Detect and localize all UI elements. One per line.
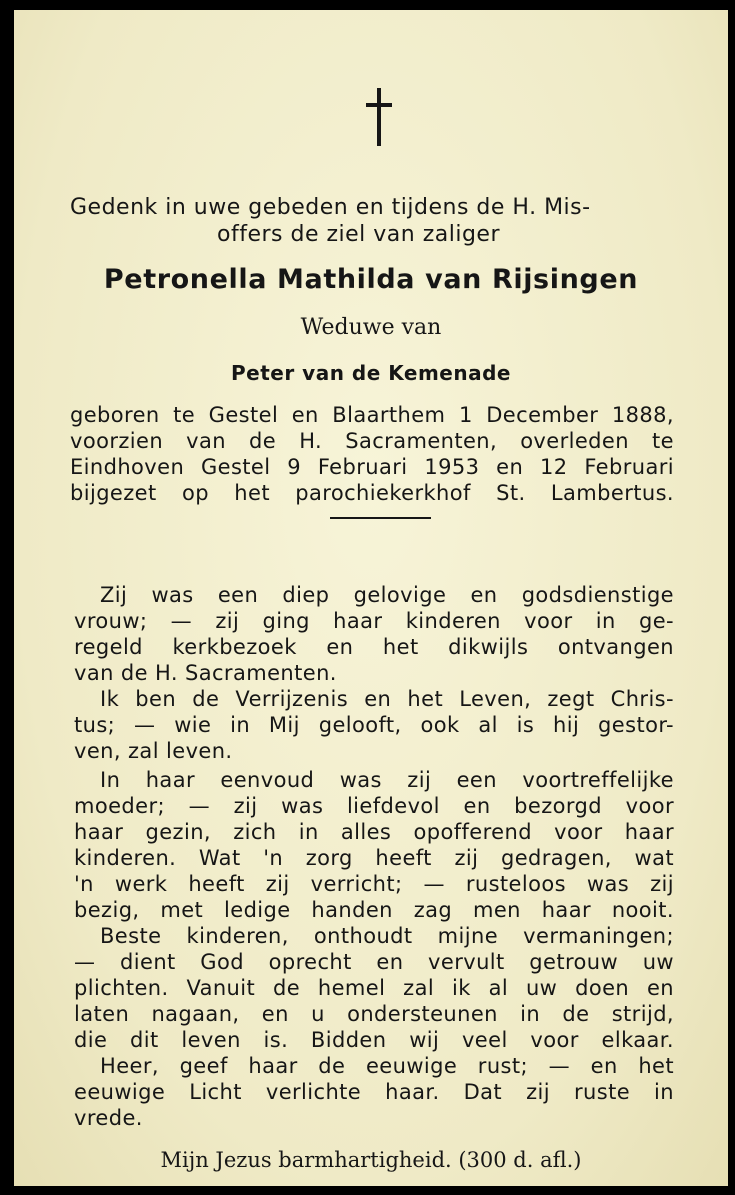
text-line: Zij was een diep gelovige en godsdienstige — [100, 583, 674, 607]
widow-label: Weduwe van — [300, 315, 442, 340]
text-line: ven, zal leven. — [74, 739, 233, 763]
divider — [330, 517, 431, 519]
text-line: regeld kerkbezoek en het dikwijls ontvangen — [74, 635, 674, 659]
text-line: In haar eenvoud was zij een voortreffelijke — [100, 768, 674, 792]
text-line: van de H. Sacramenten. — [74, 661, 337, 685]
text-line: kinderen. Wat 'n zorg heeft zij gedragen, wat — [74, 846, 674, 870]
details-line-1: geboren te Gestel en Blaarthem 1 December 1888, — [70, 403, 674, 427]
text-line: die dit leven is. Bidden wij veel voor elkaar. — [74, 1028, 674, 1052]
text-line: — dient God oprecht en vervult getrouw uw — [74, 950, 674, 974]
text-line: eeuwige Licht verlichte haar. Dat zij ruste in — [74, 1080, 674, 1104]
text-line: vrouw; — zij ging haar kinderen voor in ge- — [74, 609, 674, 633]
footer-prayer: Mijn Jezus barmhartigheid. (300 d. afl.) — [160, 1148, 582, 1172]
text-line: tus; — wie in Mij gelooft, ook al is hij gestor- — [74, 713, 674, 737]
husband-name: Peter van de Kemenade — [231, 361, 511, 385]
text-line: Heer, geef haar de eeuwige rust; — en het — [100, 1054, 674, 1078]
text-line: Beste kinderen, onthoudt mijne vermaningen; — [100, 924, 674, 948]
text-line: plichten. Vanuit de hemel zal ik al uw doen en — [74, 976, 674, 1000]
text-line: Ik ben de Verrijzenis en het Leven, zegt Chris- — [100, 687, 674, 711]
cross-icon — [366, 88, 392, 146]
text-line: bezig, met ledige handen zag men haar nooit. — [74, 898, 674, 922]
intro-line-2: offers de ziel van zaliger — [217, 222, 501, 247]
text-line: laten nagaan, en u ondersteunen in de strijd, — [74, 1002, 674, 1026]
text-line: vrede. — [74, 1106, 143, 1130]
text-line: haar gezin, zich in alles opofferend voor haar — [74, 820, 674, 844]
details-line-4: bijgezet op het parochiekerkhof St. Lambertus. — [70, 481, 674, 505]
details-line-3: Eindhoven Gestel 9 Februari 1953 en 12 Februari — [70, 455, 674, 479]
intro-line-1: Gedenk in uwe gebeden en tijdens de H. Mis- — [70, 195, 591, 220]
memorial-card — [14, 10, 728, 1186]
text-line: 'n werk heeft zij verricht; — rusteloos was zij — [74, 872, 674, 896]
deceased-name: Petronella Mathilda van Rijsingen — [103, 264, 639, 295]
text-line: moeder; — zij was liefdevol en bezorgd voor — [74, 794, 674, 818]
details-line-2: voorzien van de H. Sacramenten, overleden te — [70, 429, 674, 453]
